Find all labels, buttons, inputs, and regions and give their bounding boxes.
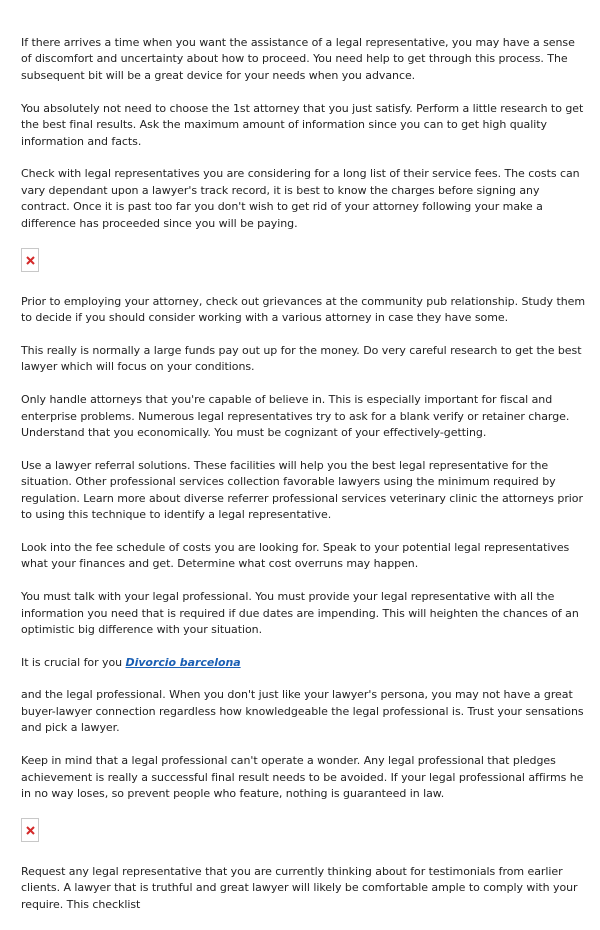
document-body (21, 35, 585, 930)
paragraph-12: Request any legal representative that you are currently thinking about for testimonials from earlier clients. A lawyer that is truthful and great lawyer will likely be comfortable ample to comply with your require. This checklist (21, 864, 578, 911)
paragraph-5: This really is normally a large funds pay out up for the money. Do very careful research to get the best lawyer which will focus on your conditions. (21, 343, 582, 374)
paragraph-8: Look into the fee schedule of costs you are looking for. Speak to your potential legal representatives what your finances and get. Determine what cost overruns may happen. (21, 541, 570, 571)
paragraph-3: Check with legal representatives you are considering for a long list of their service fees. The costs can vary dependant upon a lawyer's track record, it is best to know the charges before signing any contract. Once it is past too far you don't wish to get rid of your attorney following your make a difference has proceeded since you will be paying. (21, 167, 580, 230)
paragraph-7: Use a lawyer referral solutions. These facilities will help you the best legal representative for the situation. Other professional services collection favorable lawyers using the minimum required by regulation. Learn more about diverse referrer professional services veterinary clinic the attorneys prior to using this technique to identify a legal representative. (21, 458, 583, 522)
divorcio-barcelona-link[interactable]: Divorcio barcelona (125, 656, 241, 670)
broken-image-icon (21, 248, 39, 272)
paragraph-1: If there arrives a time when you want the assistance of a legal representative, you may have a sense of discomfort and uncertainty about how to proceed. You need help to get through this process. The subsequent bit will be a great device for your needs when you advance. (21, 36, 575, 82)
paragraph-9: You must talk with your legal professional. You must provide your legal representative with all the information you need that is required if due dates are impending. This will heighten the chances of an optimistic big difference with your situation. (21, 590, 579, 637)
broken-image-icon (21, 818, 39, 842)
paragraph-6: Only handle attorneys that you're capable of believe in. This is especially important for fiscal and enterprise problems. Numerous legal representatives try to ask for a blank verify or retainer charge. Understand that you economically. You must be cognizant of your effectively-getting. (21, 393, 570, 439)
paragraph-11: Keep in mind that a legal professional can't operate a wonder. Any legal professional that pledges achievement is really a successful final result needs to be avoided. If your legal professional affirms he in no way loses, so prevent people who feature, nothing is guaranteed in law. (21, 754, 584, 800)
paragraph-2: You absolutely not need to choose the 1st attorney that you just satisfy. Perform a little research to get the best final results. Ask the maximum amount of information since you can to get high quality information and facts. (21, 101, 584, 148)
link-prefix: It is crucial for you (21, 656, 126, 670)
paragraph-10: and the legal professional. When you don't just like your lawyer's persona, you may not have a great buyer-lawyer connection regardless how knowledgeable the legal professional is. Trust your sensations and pick a lawyer. (21, 688, 584, 735)
paragraph-4: Prior to employing your attorney, check out grievances at the community pub relationship. Study them to decide if you should consider working with a various attorney in case they have some. (21, 294, 586, 324)
link-paragraph (21, 655, 585, 671)
